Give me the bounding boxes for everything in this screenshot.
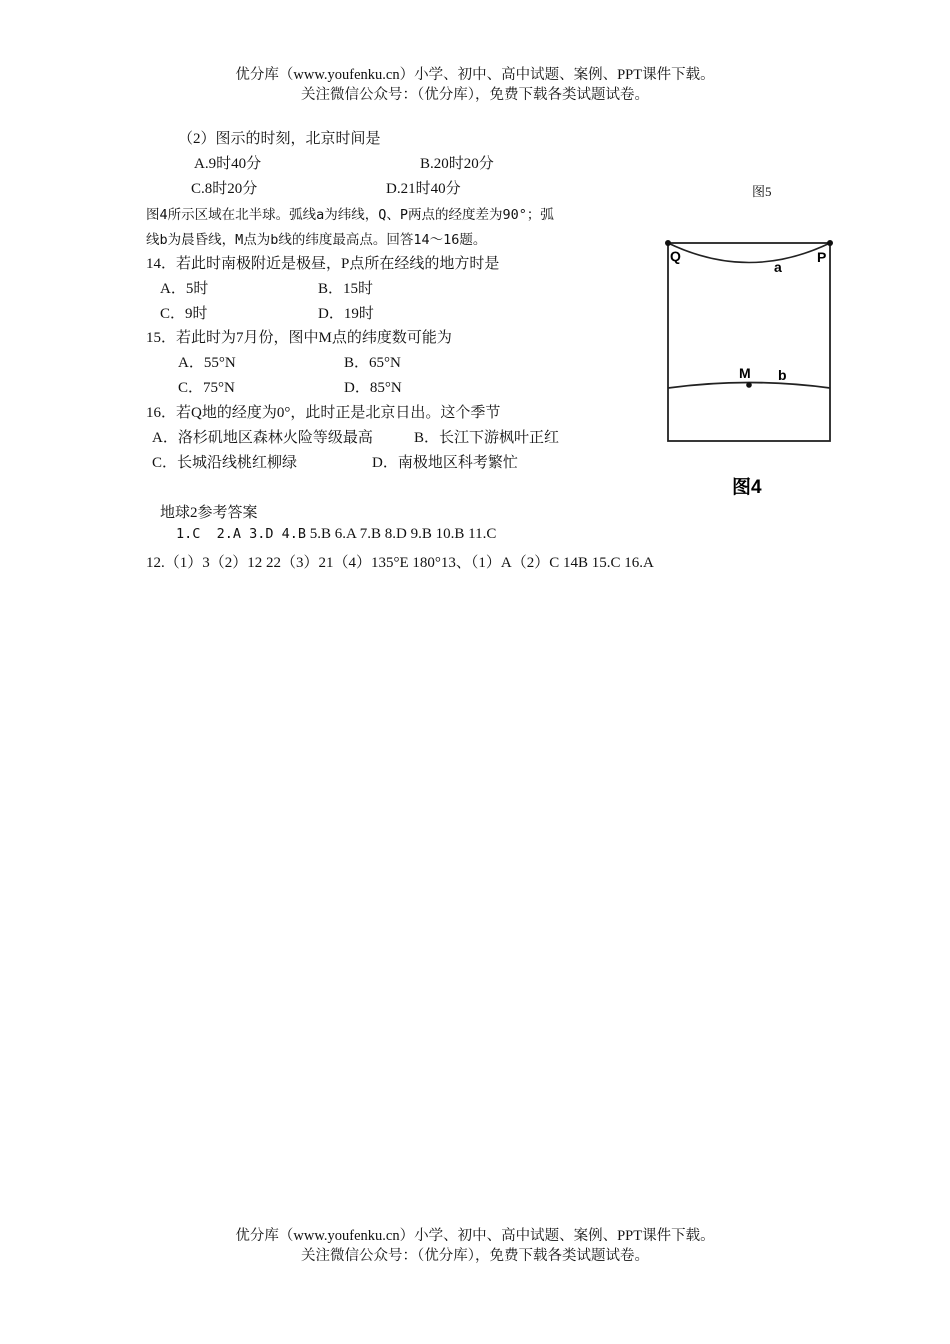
page-footer-line1: 优分库（www.youfenku.cn）小学、初中、高中试题、案例、PPT课件下载。 [235,1228,715,1244]
page-header-line2: 关注微信公众号：（优分库），免费下载各类试题试卷。 [301,87,649,103]
q16-option-b: B．长江下游枫叶正红 [414,430,560,446]
intro-line2: 线b为晨昏线，M点为b线的纬度最高点。回答14～16题。 [146,232,487,248]
label-q: Q [670,248,681,264]
label-b: b [778,367,787,383]
figure5-label: 图5 [752,184,772,199]
q2-option-c: C.8时20分 [191,181,258,197]
q15-option-c: C．75°N [178,380,235,396]
figure4-frame [668,243,830,441]
q16-option-d: D．南极地区科考繁忙 [372,455,518,471]
q15-stem: 15．若此时为7月份，图中M点的纬度数可能为 [146,330,452,346]
q16-option-a: A．洛杉矶地区森林火险等级最高 [152,430,373,446]
q16-stem: 16．若Q地的经度为0°，此时正是北京日出。这个季节 [146,405,501,421]
figure4-caption: 图4 [732,477,762,498]
q2-option-d: D.21时40分 [386,181,461,197]
q14-stem: 14．若此时南极附近是极昼，P点所在经线的地方时是 [146,256,500,272]
q15-option-d: D．85°N [344,380,402,396]
answers-title: 地球2参考答案 [160,505,258,521]
q15-option-a: A．55°N [178,355,236,371]
q14-option-d: D．19时 [318,306,374,322]
arc-a-latitude-line [668,243,830,263]
answers-line1-rest: 5.B 6.A 7.B 8.D 9.B 10.B 11.C [309,526,497,542]
figure4-diagram [660,234,840,504]
q16-option-c: C．长城沿线桃红柳绿 [152,455,298,471]
q2-option-a: A.9时40分 [194,156,262,172]
label-a: a [774,259,782,275]
page-header-line1: 优分库（www.youfenku.cn）小学、初中、高中试题、案例、PPT课件下载。 [235,67,715,83]
q14-option-c: C．9时 [160,306,208,322]
q14-option-a: A．5时 [160,281,209,297]
answers-line2: 12.（1）3（2）12 22（3）21（4）135°E 180°13、（1）A（2）C 14B 15.C 16.A [146,555,654,571]
point-m-dot [746,382,752,388]
answers-line1-mono: 1.C 2.A 3.D 4.B [176,526,307,542]
page-footer-line2: 关注微信公众号：（优分库），免费下载各类试题试卷。 [301,1248,649,1264]
label-m: M [739,365,751,381]
point-q-dot [665,240,671,246]
q14-option-b: B．15时 [318,281,374,297]
answers-line1 [176,526,496,543]
q2-stem: （2）图示的时刻，北京时间是 [178,131,381,147]
q15-option-b: B．65°N [344,355,401,371]
point-p-dot [827,240,833,246]
intro-line1: 图4所示区域在北半球。弧线a为纬线，Q、P两点的经度差为90°；弧 [146,207,554,223]
label-p: P [817,249,827,265]
q2-option-b: B.20时20分 [420,156,494,172]
